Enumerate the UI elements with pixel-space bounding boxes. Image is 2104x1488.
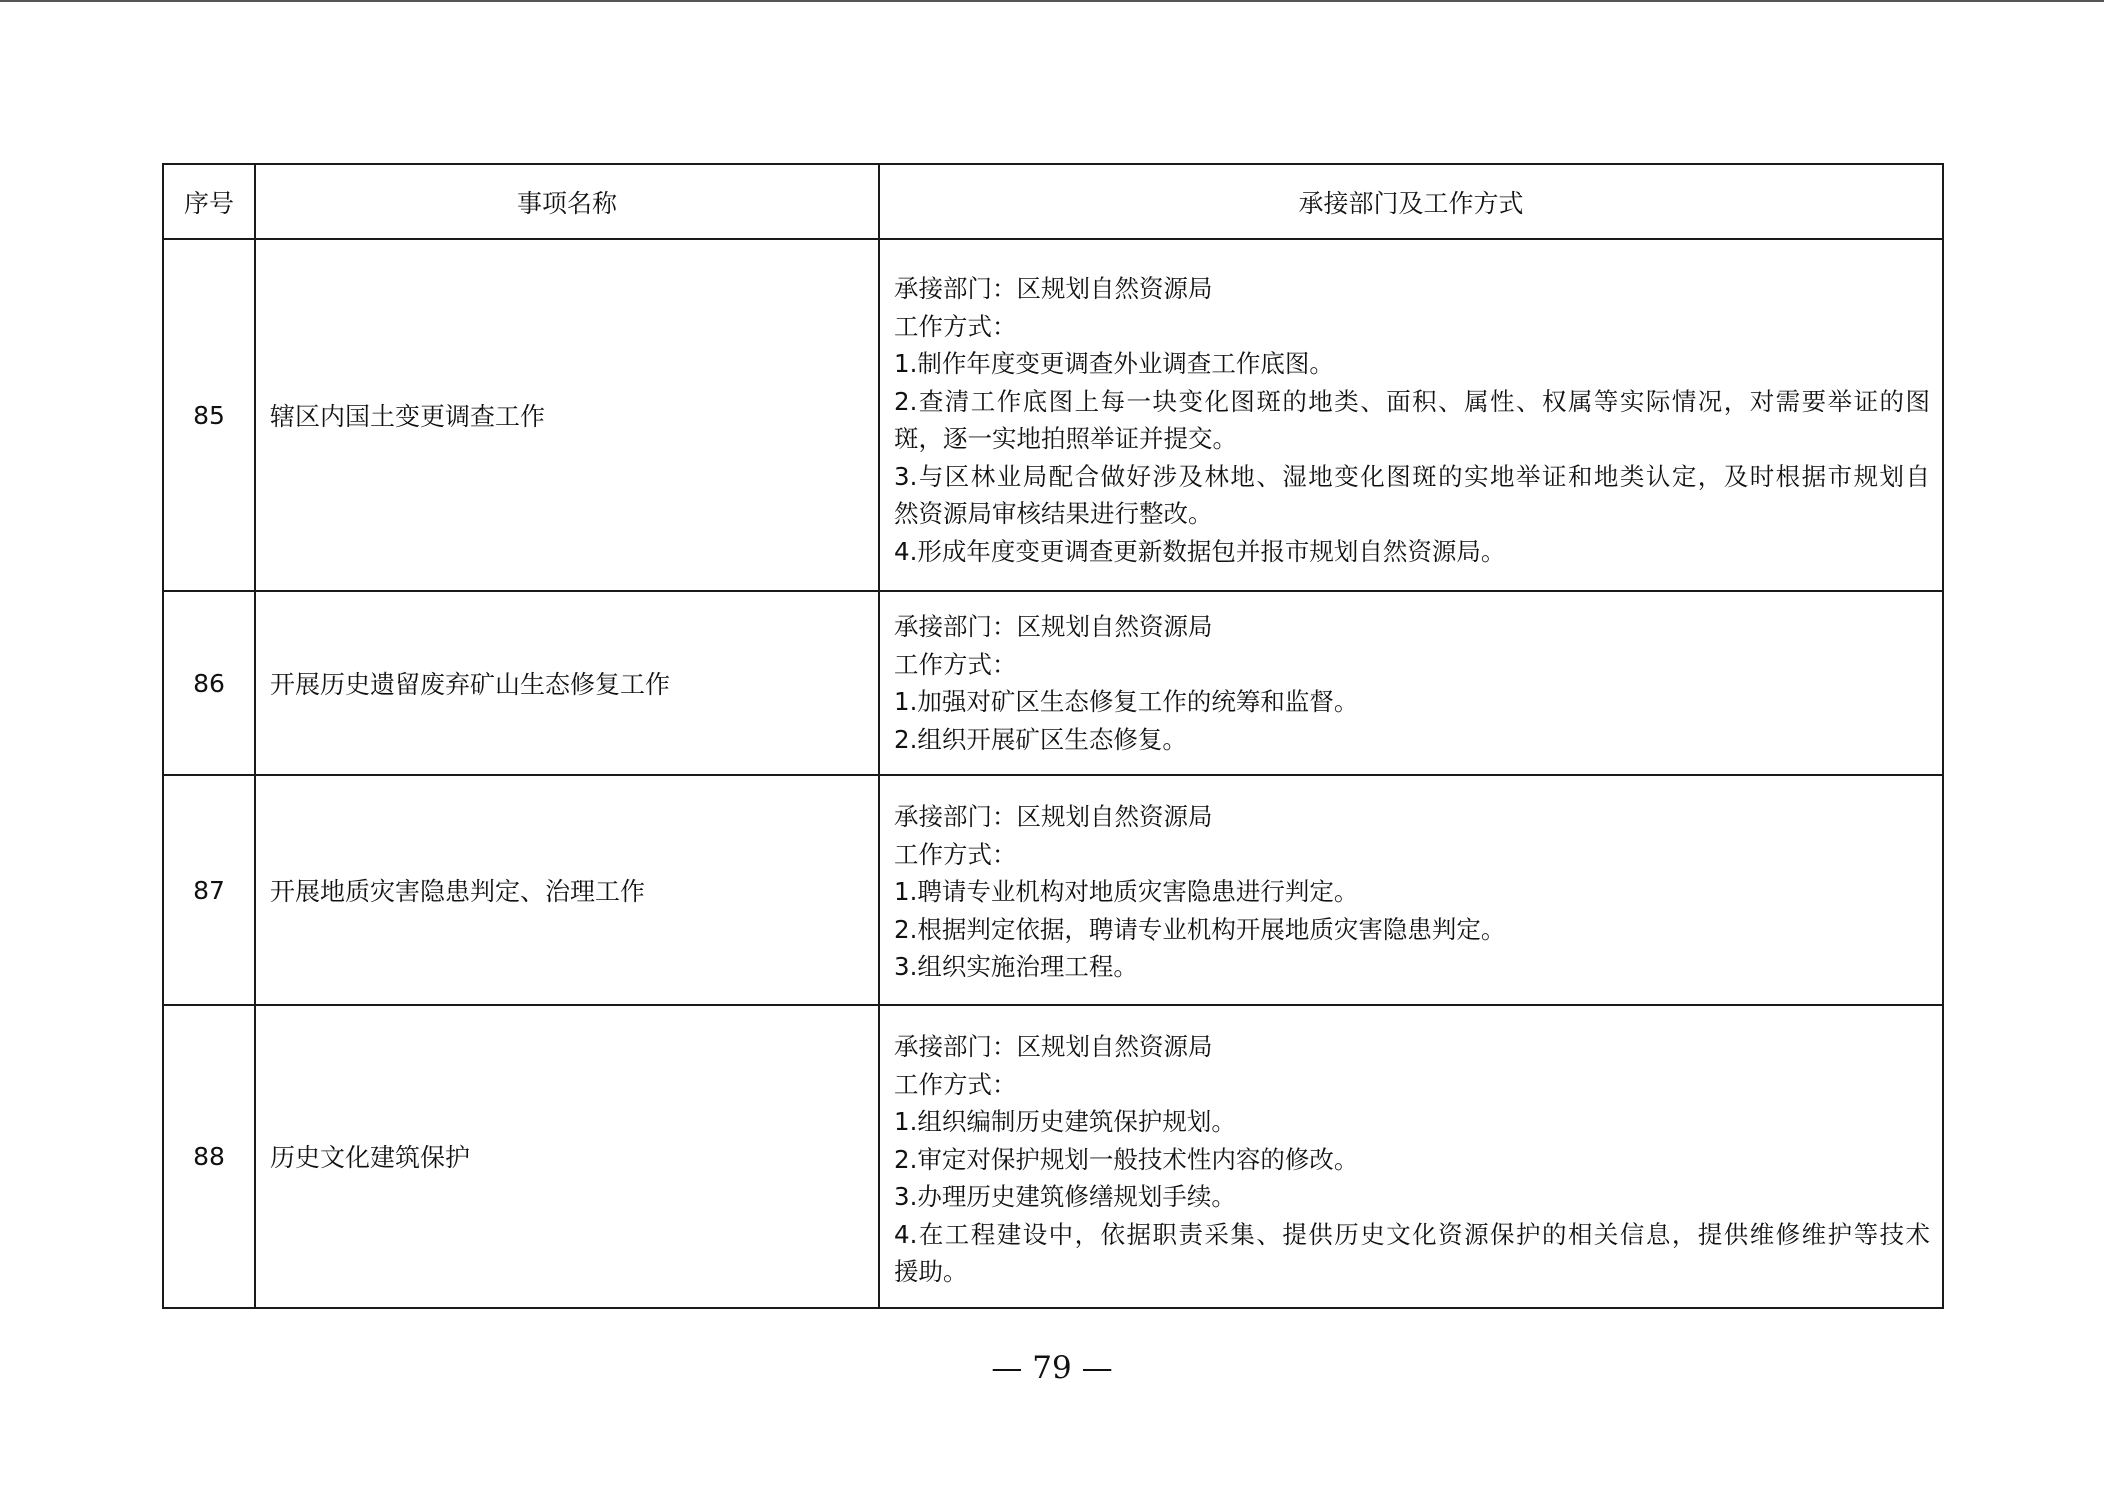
method-step-line: 1.制作年度变更调查外业调查工作底图。 — [894, 349, 1334, 378]
header-item-name: 事项名称 — [255, 164, 879, 239]
row-index: 87 — [163, 775, 255, 1005]
row-index: 88 — [163, 1005, 255, 1308]
top-border-rule — [0, 0, 2104, 2]
table-row — [163, 239, 1943, 591]
header-dept-method: 承接部门及工作方式 — [879, 164, 1943, 239]
method-step-line: 3.组织实施治理工程。 — [894, 952, 1138, 981]
method-label-line: 工作方式： — [894, 839, 1017, 869]
method-step-line: 2.根据判定依据，聘请专业机构开展地质灾害隐患判定。 — [894, 914, 1506, 944]
method-label-line: 工作方式： — [894, 311, 1017, 341]
page-number: — 79 — — [991, 1350, 1113, 1386]
header-index: 序号 — [163, 164, 255, 239]
method-step-line: 4.形成年度变更调查更新数据包并报市规划自然资源局。 — [894, 536, 1506, 566]
method-step-line: 2.组织开展矿区生态修复。 — [894, 724, 1187, 754]
dept-line: 承接部门：区规划自然资源局 — [894, 1032, 1213, 1061]
row-index: 85 — [163, 239, 255, 591]
table-header-row — [163, 164, 1943, 239]
table-row — [163, 591, 1943, 775]
row-index: 86 — [163, 591, 255, 775]
dept-line: 承接部门：区规划自然资源局 — [894, 612, 1213, 641]
row-item-name: 开展历史遗留废弃矿山生态修复工作 — [255, 591, 879, 775]
dept-line: 承接部门：区规划自然资源局 — [894, 274, 1213, 303]
method-step-line: 3.与区林业局配合做好涉及林地、湿地变化图斑的实地举证和地类认定，及时根据市规划自 — [894, 461, 1930, 491]
method-step-line: 1.组织编制历史建筑保护规划。 — [894, 1107, 1236, 1136]
row-item-name: 辖区内国土变更调查工作 — [255, 239, 879, 591]
items-table — [162, 163, 1944, 1309]
method-label-line: 工作方式： — [894, 649, 1017, 679]
row-dept-method — [879, 775, 1943, 1005]
method-step-line: 斑，逐一实地拍照举证并提交。 — [894, 424, 1237, 453]
row-item-name: 历史文化建筑保护 — [255, 1005, 879, 1308]
method-step-line: 2.审定对保护规划一般技术性内容的修改。 — [894, 1144, 1359, 1174]
method-step-line: 4.在工程建设中，依据职责采集、提供历史文化资源保护的相关信息，提供维修维护等技术 — [894, 1219, 1930, 1249]
method-label-line: 工作方式： — [894, 1069, 1017, 1099]
table-row — [163, 775, 1943, 1005]
method-step-line: 援助。 — [894, 1257, 968, 1286]
method-step-line: 然资源局审核结果进行整改。 — [894, 499, 1213, 528]
dept-line: 承接部门：区规划自然资源局 — [894, 802, 1213, 831]
method-step-line: 1.加强对矿区生态修复工作的统筹和监督。 — [894, 687, 1359, 716]
method-step-line: 3.办理历史建筑修缮规划手续。 — [894, 1182, 1236, 1211]
table-row — [163, 1005, 1943, 1308]
row-dept-method — [879, 591, 1943, 775]
row-dept-method — [879, 239, 1943, 591]
method-step-line: 2.查清工作底图上每一块变化图斑的地类、面积、属性、权属等实际情况，对需要举证的图 — [894, 386, 1930, 416]
row-item-name: 开展地质灾害隐患判定、治理工作 — [255, 775, 879, 1005]
row-dept-method — [879, 1005, 1943, 1308]
method-step-line: 1.聘请专业机构对地质灾害隐患进行判定。 — [894, 877, 1359, 906]
